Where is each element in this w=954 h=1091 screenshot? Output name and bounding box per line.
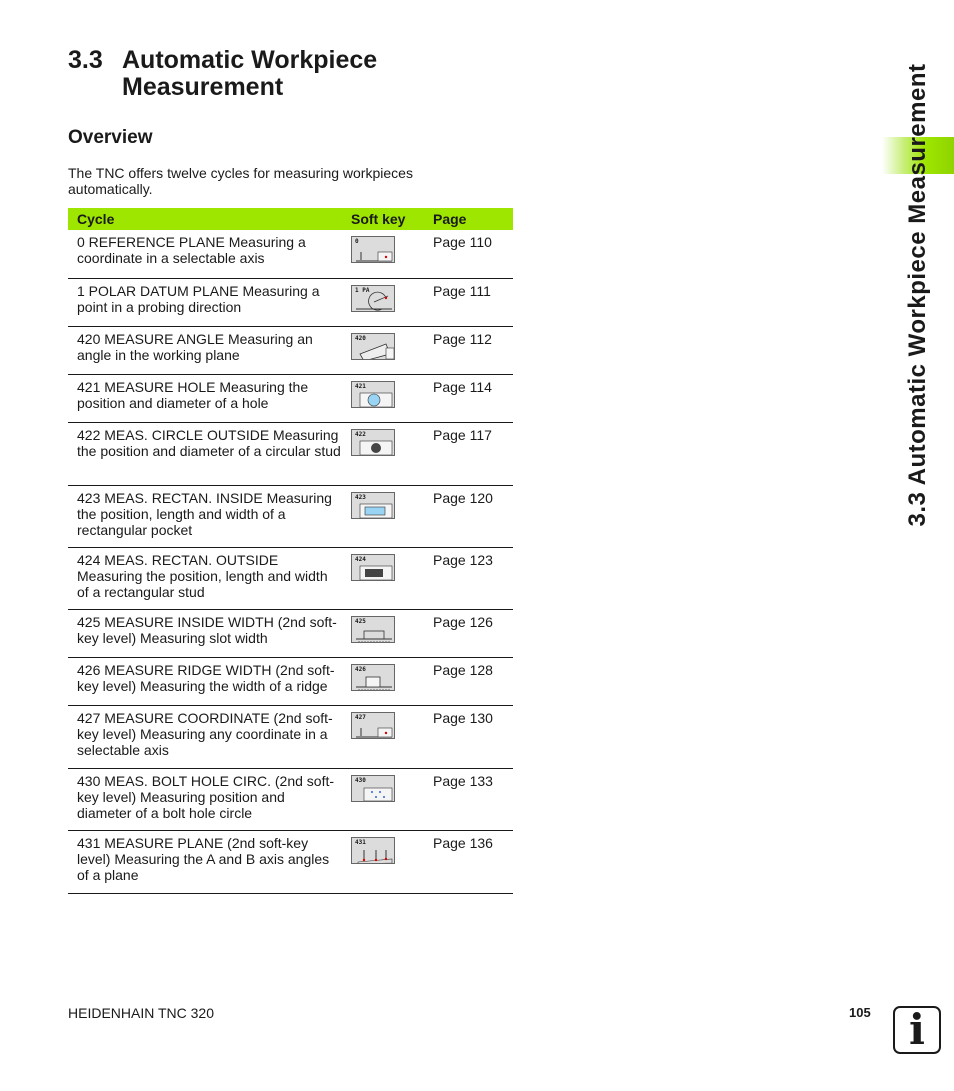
- page-reference: Page 128: [424, 657, 513, 705]
- cycle-description: 431 MEASURE PLANE (2nd soft-key level) Measuring the A and B axis angles of a plane: [68, 830, 342, 893]
- table-row: [68, 485, 513, 547]
- soft-key-cell: [342, 657, 424, 705]
- chapter-number: 3.3: [68, 46, 103, 74]
- soft-key-cell: [342, 422, 424, 485]
- cycle-description: 1 POLAR DATUM PLANE Measuring a point in a probing direction: [68, 278, 342, 326]
- page-reference: Page 126: [424, 609, 513, 657]
- soft-key-label: 424: [355, 555, 366, 563]
- header-page: Page: [424, 208, 513, 230]
- cycle-description: 430 MEAS. BOLT HOLE CIRC. (2nd soft-key level) Measuring position and diameter of a bolt hole circle: [68, 768, 342, 830]
- soft-key-label: 425: [355, 617, 366, 625]
- header-cycle: Cycle: [68, 208, 342, 230]
- table-row: [68, 609, 513, 657]
- section-title: Overview: [68, 127, 153, 148]
- footer-manual-name: HEIDENHAIN TNC 320: [68, 1005, 215, 1021]
- soft-key-icon: [351, 837, 395, 864]
- table-row: [68, 278, 513, 326]
- soft-key-label: 421: [355, 382, 366, 390]
- table-row: [68, 830, 513, 893]
- soft-key-icon: [351, 381, 395, 408]
- soft-key-cell: [342, 547, 424, 609]
- soft-key-label: 0: [355, 238, 359, 245]
- soft-key-label: 420: [355, 334, 366, 342]
- soft-key-label: 423: [355, 493, 366, 501]
- cycle-description: 427 MEASURE COORDINATE (2nd soft-key level) Measuring any coordinate in a selectable axis: [68, 705, 342, 768]
- soft-key-icon: [351, 712, 395, 739]
- cycle-description: 426 MEASURE RIDGE WIDTH (2nd soft-key level) Measuring the width of a ridge: [68, 657, 342, 705]
- info-icon: [893, 1006, 941, 1054]
- cycle-description: 422 MEAS. CIRCLE OUTSIDE Measuring the position and diameter of a circular stud: [68, 422, 342, 485]
- soft-key-cell: [342, 326, 424, 374]
- table-row: [68, 547, 513, 609]
- page-reference: Page 123: [424, 547, 513, 609]
- cycle-description: 425 MEASURE INSIDE WIDTH (2nd soft-key level) Measuring slot width: [68, 609, 342, 657]
- soft-key-cell: [342, 485, 424, 547]
- intro-paragraph: The TNC offers twelve cycles for measuring workpieces automatically.: [68, 165, 413, 197]
- page-reference: Page 133: [424, 768, 513, 830]
- soft-key-cell: [342, 374, 424, 422]
- footer-page-number: 105: [849, 1005, 871, 1020]
- page-reference: Page 110: [424, 230, 513, 278]
- soft-key-label: 427: [355, 713, 366, 721]
- table-row: [68, 374, 513, 422]
- soft-key-cell: [342, 609, 424, 657]
- header-soft-key: Soft key: [342, 208, 424, 230]
- cycle-description: 420 MEASURE ANGLE Measuring an angle in the working plane: [68, 326, 342, 374]
- table-row: [68, 768, 513, 830]
- soft-key-label: 430: [355, 776, 366, 784]
- chapter-title-line2: Measurement: [122, 73, 284, 101]
- page-reference: Page 114: [424, 374, 513, 422]
- table-header-row: [68, 208, 513, 230]
- cycle-description: 423 MEAS. RECTAN. INSIDE Measuring the position, length and width of a rectangular pocket: [68, 485, 342, 547]
- soft-key-icon: [351, 616, 395, 643]
- soft-key-label: 426: [355, 665, 366, 673]
- cycle-table: [68, 208, 513, 894]
- soft-key-cell: [342, 705, 424, 768]
- soft-key-label: 1 PA: [355, 286, 370, 294]
- soft-key-icon: [351, 429, 395, 456]
- table-row: [68, 422, 513, 485]
- soft-key-icon: [351, 285, 395, 312]
- chapter-title-line1: Automatic Workpiece: [122, 46, 378, 74]
- page-reference: Page 120: [424, 485, 513, 547]
- soft-key-icon: [351, 554, 395, 581]
- soft-key-icon: [351, 492, 395, 519]
- chapter-title: [68, 47, 377, 101]
- table-row: [68, 326, 513, 374]
- soft-key-label: 431: [355, 838, 366, 846]
- soft-key-icon: [351, 236, 395, 263]
- table-row: [68, 705, 513, 768]
- soft-key-icon: [351, 775, 395, 802]
- info-icon-glyph: i: [909, 1005, 925, 1054]
- soft-key-cell: [342, 278, 424, 326]
- soft-key-icon: [351, 664, 395, 691]
- soft-key-label: 422: [355, 430, 366, 438]
- page-reference: Page 112: [424, 326, 513, 374]
- soft-key-icon: [351, 333, 395, 360]
- cycle-description: 424 MEAS. RECTAN. OUTSIDE Measuring the position, length and width of a rectangular stud: [68, 547, 342, 609]
- page-reference: Page 111: [424, 278, 513, 326]
- soft-key-cell: [342, 768, 424, 830]
- page-reference: Page 130: [424, 705, 513, 768]
- cycle-description: 421 MEASURE HOLE Measuring the position and diameter of a hole: [68, 374, 342, 422]
- page-reference: Page 136: [424, 830, 513, 893]
- cycle-description: 0 REFERENCE PLANE Measuring a coordinate in a selectable axis: [68, 230, 342, 278]
- table-row: [68, 657, 513, 705]
- side-chapter-title-text: 3.3 Automatic Workpiece Measurement: [904, 63, 931, 527]
- page-reference: Page 117: [424, 422, 513, 485]
- table-row: [68, 230, 513, 278]
- soft-key-cell: [342, 830, 424, 893]
- soft-key-cell: [342, 230, 424, 278]
